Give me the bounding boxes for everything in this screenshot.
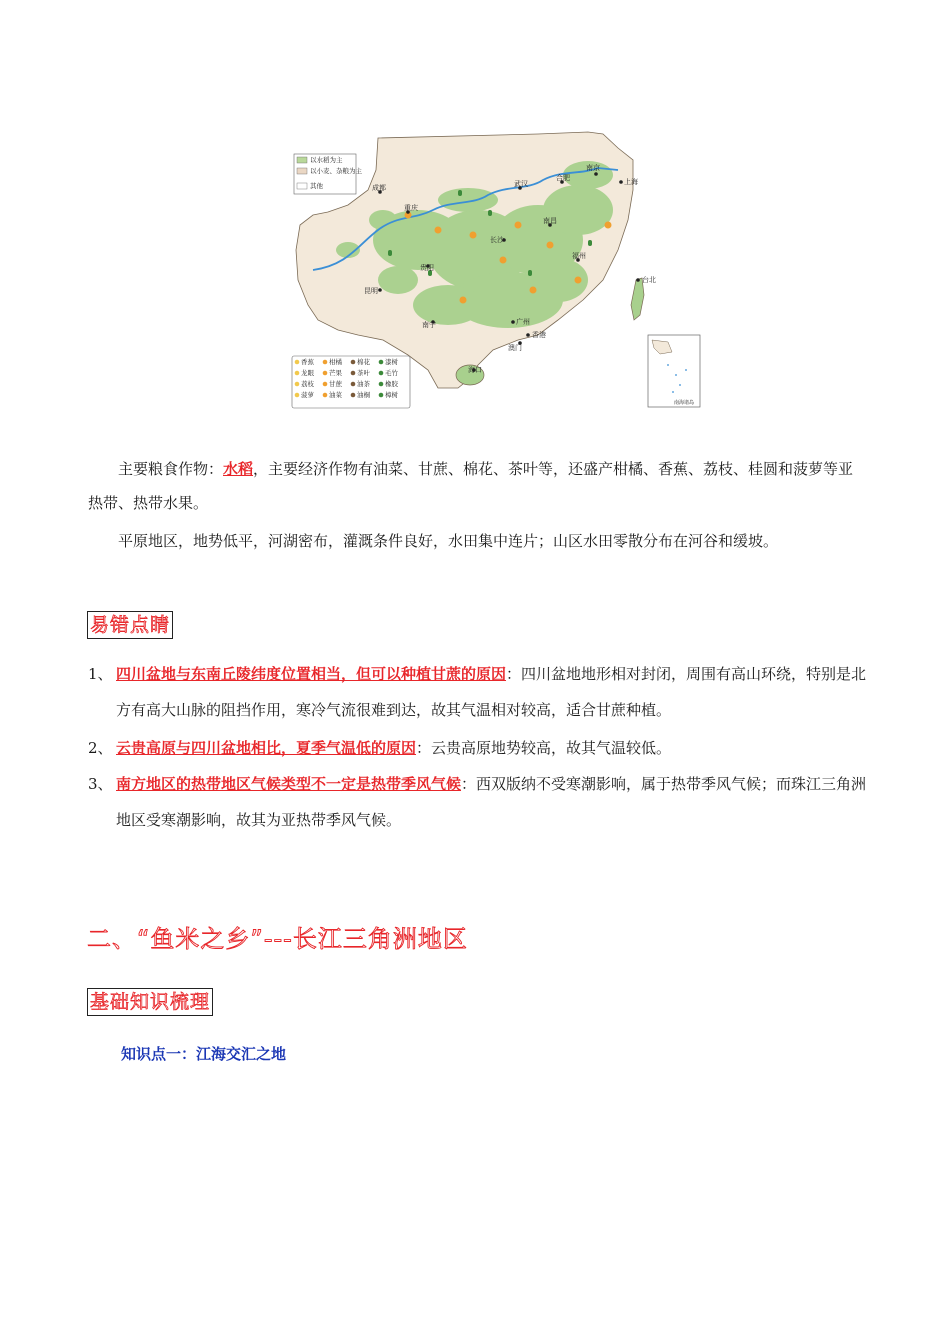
crop-distribution-map — [288, 130, 704, 410]
city-label: 香港 — [532, 331, 546, 339]
section-box-mistakes: 易错点睛 — [87, 611, 173, 639]
crop-legend-label: 油茶 — [357, 380, 370, 388]
para1-highlight: 水稻 — [223, 460, 254, 478]
crop-legend-icon — [351, 360, 356, 365]
legend-label: 以水稻为主 — [310, 156, 343, 164]
crop-legend-icon — [295, 382, 300, 387]
city-label: 昆明 — [364, 287, 378, 295]
para1-suffix: ，主要经济作物有油菜、甘蔗、棉花、茶叶等，还盛产柑橘、香蕉、荔枝、桂圆和菠萝等亚热带、热带水果。 — [88, 460, 854, 512]
crop-legend-label: 荔枝 — [301, 380, 314, 388]
list-colon: ： — [506, 665, 522, 683]
para1-prefix: 主要粮食作物： — [118, 460, 224, 478]
city-label: 广州 — [516, 318, 530, 326]
crop-legend-label: 菠萝 — [301, 391, 314, 399]
crop-legend-icon — [295, 371, 300, 376]
list-item — [88, 766, 868, 838]
list-colon: ： — [461, 775, 477, 793]
crop-legend-icon — [351, 382, 356, 387]
crop-legend-label: 橡胶 — [385, 380, 398, 388]
crop-legend-icon — [351, 393, 356, 398]
city-label: 成都 — [372, 184, 386, 192]
paragraph-crops — [88, 452, 868, 520]
crop-legend-label: 油桐 — [357, 391, 370, 399]
crop-legend-label: 龙眼 — [301, 369, 314, 377]
city-label: 南京 — [586, 164, 600, 172]
legend-label: 以小麦、杂粮为主 — [310, 167, 362, 175]
legend-label: 其他 — [310, 182, 323, 190]
inset-label: 南海诸岛 — [674, 400, 695, 406]
crop-legend — [292, 356, 410, 408]
list-item — [88, 656, 868, 728]
crop-legend-label: 樟树 — [385, 391, 398, 399]
city-label: 海口 — [468, 366, 482, 374]
list-number: 3、 — [88, 775, 113, 793]
list-number: 2、 — [88, 739, 113, 757]
crop-legend-icon — [323, 371, 328, 376]
crop-legend-label: 漆树 — [385, 358, 398, 366]
list-highlight: 四川盆地与东南丘陵纬度位置相当，但可以种植甘蔗的原因 — [116, 665, 507, 683]
crop-legend-icon — [379, 360, 384, 365]
city-label: 长沙 — [490, 236, 504, 244]
crop-legend-icon — [323, 382, 328, 387]
city-label: 南宁 — [422, 321, 436, 329]
section-2-title: 二、“鱼米之乡”---长江三角洲地区 — [87, 925, 468, 953]
list-highlight: 云贵高原与四川盆地相比，夏季气温低的原因 — [116, 739, 417, 757]
crop-legend-label: 油菜 — [329, 391, 342, 399]
crop-legend-icon — [323, 393, 328, 398]
city-label: 合肥 — [556, 174, 570, 182]
crop-legend-label: 毛竹 — [385, 369, 398, 377]
legend-swatch-other — [297, 183, 307, 189]
city-label: 福州 — [572, 252, 586, 260]
knowledge-point-title: 知识点一：江海交汇之地 — [121, 1045, 287, 1063]
crop-legend-label: 茶叶 — [357, 369, 370, 377]
legend-swatch-wheat — [297, 168, 307, 174]
list-item — [88, 730, 868, 766]
crop-legend-label: 棉花 — [357, 358, 370, 366]
list-highlight: 南方地区的热带地区气候类型不一定是热带季风气候 — [116, 775, 462, 793]
city-label: 台北 — [642, 276, 656, 284]
crop-legend-icon — [379, 382, 384, 387]
list-text: 四川盆地地形相对封闭，周围有高山环绕，特别是北方有高大山脉的阻挡作用，寒冷气流很难到达，故其气温相对较高，适合甘蔗种植。 — [116, 665, 867, 719]
city-label: 武汉 — [514, 180, 528, 188]
crop-legend-icon — [379, 393, 384, 398]
legend-swatch-rice — [297, 157, 307, 163]
section-box-basics: 基础知识梳理 — [87, 988, 213, 1016]
land-use-legend — [294, 154, 363, 194]
crop-legend-icon — [379, 371, 384, 376]
list-text: 云贵高原地势较高，故其气温较低。 — [431, 739, 672, 757]
crop-legend-icon — [295, 360, 300, 365]
city-label: 南昌 — [543, 217, 557, 225]
crop-legend-label: 甘蔗 — [329, 380, 342, 388]
crop-legend-label: 柑橘 — [329, 358, 342, 366]
crop-legend-label: 香蕉 — [301, 358, 314, 366]
city-label: 上海 — [624, 178, 638, 186]
city-label: 澳门 — [508, 344, 522, 352]
city-label: 贵阳 — [420, 264, 434, 272]
crop-legend-label: 芒果 — [329, 369, 342, 377]
crop-legend-icon — [351, 371, 356, 376]
city-label: 重庆 — [404, 204, 418, 212]
crop-legend-icon — [323, 360, 328, 365]
map-svg — [288, 130, 704, 410]
paragraph-paddy: 平原地区，地势低平，河湖密布，灌溉条件良好，水田集中连片；山区水田零散分布在河谷和缓坡。 — [118, 532, 779, 550]
south-sea-inset — [648, 335, 700, 407]
crop-legend-icon — [295, 393, 300, 398]
list-colon: ： — [416, 739, 432, 757]
list-number: 1、 — [88, 665, 113, 683]
list-text: 西双版纳不受寒潮影响，属于热带季风气候；而珠江三角洲地区受寒潮影响，故其为亚热带季风气候。 — [116, 775, 867, 829]
taiwan-island — [631, 278, 644, 320]
